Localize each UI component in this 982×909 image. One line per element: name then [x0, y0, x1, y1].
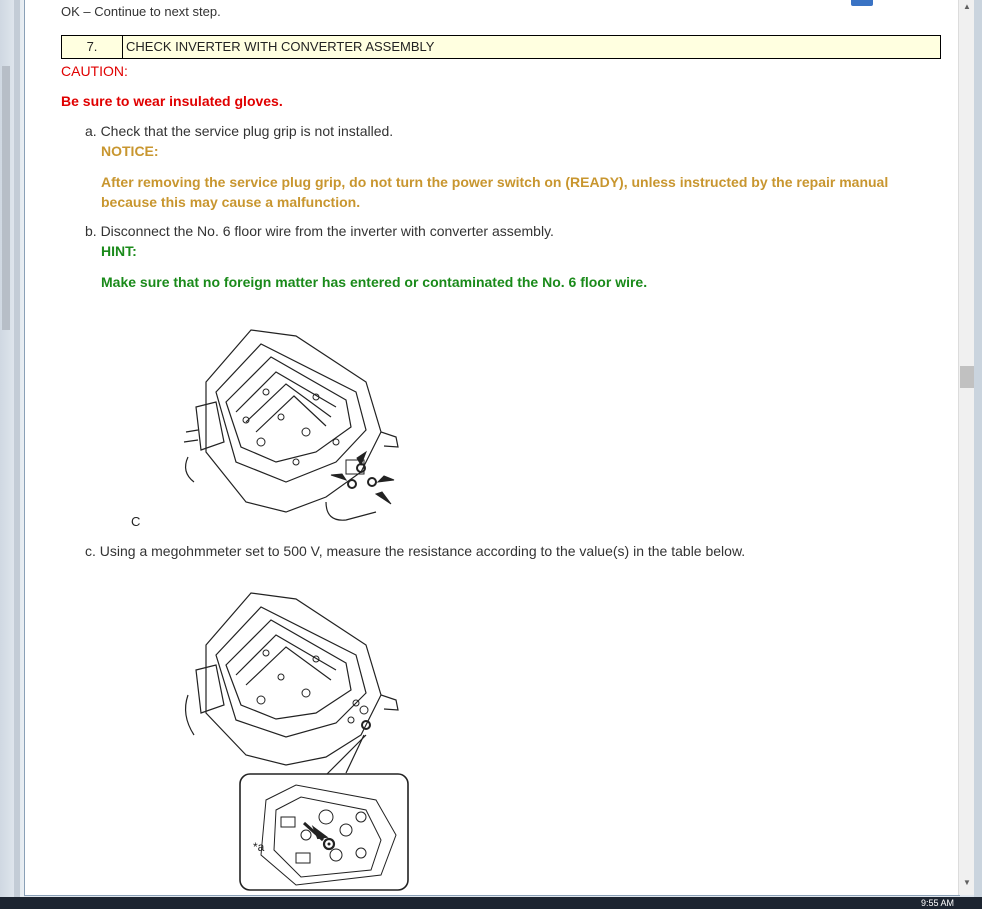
previous-step-text: OK – Continue to next step.: [61, 4, 221, 19]
scroll-up-arrow-icon[interactable]: ▲: [963, 2, 971, 11]
inverter-disconnect-illustration: [176, 322, 426, 530]
figure1-label: C: [131, 514, 141, 529]
background-window-left: [0, 0, 24, 900]
step-item-a: a. Check that the service plug grip is not installed.: [85, 123, 394, 139]
notice-label: NOTICE:: [101, 143, 159, 159]
step-number: 7.: [62, 36, 123, 58]
background-window-right: [974, 0, 982, 900]
scroll-down-arrow-icon[interactable]: ▼: [963, 878, 971, 887]
caution-label: CAUTION:: [61, 63, 128, 79]
megohmmeter-measurement-illustration: [176, 585, 436, 895]
caution-text: Be sure to wear insulated gloves.: [61, 93, 283, 109]
hint-label: HINT:: [101, 243, 137, 259]
step-item-c: c. Using a megohmmeter set to 500 V, measure the resistance according to the value(s) in the table below.: [85, 543, 746, 559]
vertical-scrollbar[interactable]: [958, 0, 975, 895]
background-window-border: [14, 0, 20, 900]
figure2-callout-label: *a: [253, 840, 265, 854]
step-header: [61, 35, 941, 59]
background-scrollbar-thumb: [2, 66, 10, 330]
hint-text: Make sure that no foreign matter has entered or contaminated the No. 6 floor wire.: [101, 274, 648, 290]
step-title: CHECK INVERTER WITH CONVERTER ASSEMBLY: [126, 39, 435, 54]
taskbar-clock: 9:55 AM: [920, 898, 954, 908]
scrollbar-thumb[interactable]: [960, 366, 974, 388]
taskbar: [0, 897, 982, 909]
notice-text: After removing the service plug grip, do not turn the power switch on (READY), unless instructed by the repair manual because this may cause a malfunction.: [101, 174, 889, 210]
step-item-b: b. Disconnect the No. 6 floor wire from the inverter with converter assembly.: [85, 223, 554, 239]
add-icon[interactable]: [851, 0, 873, 6]
document-window: [24, 0, 960, 896]
